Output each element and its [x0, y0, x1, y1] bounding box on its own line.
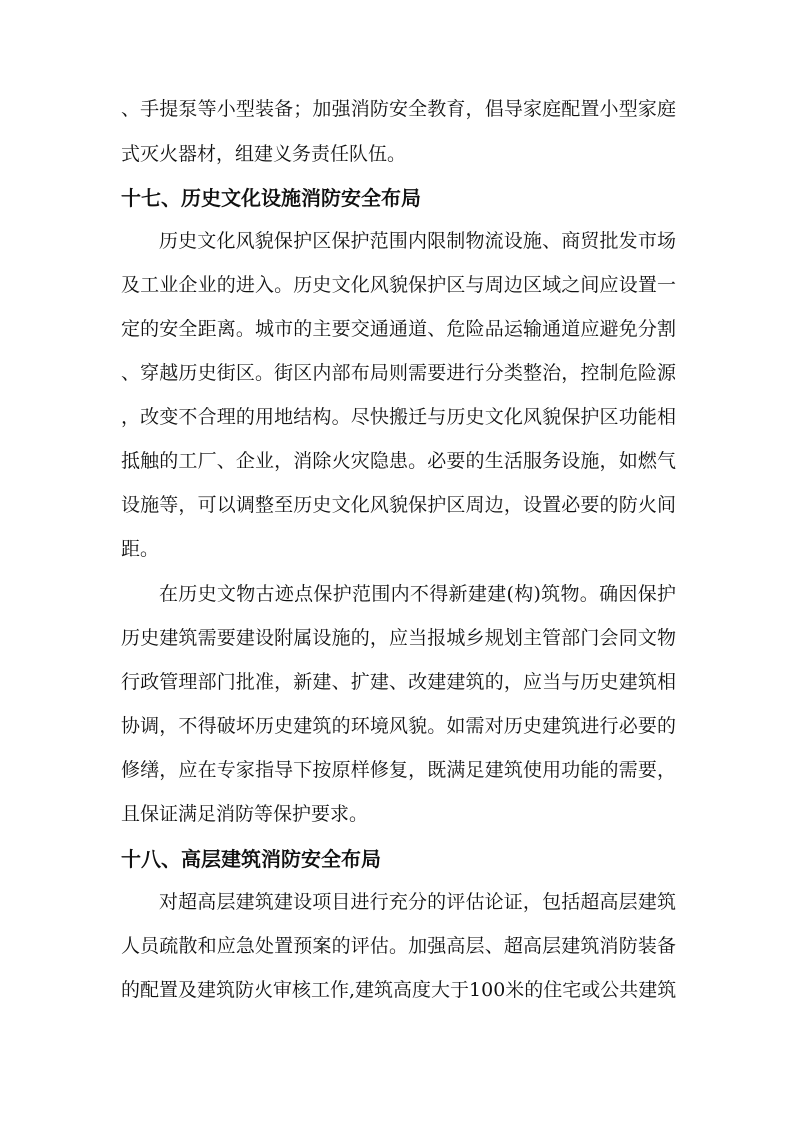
text-line: 协调，不得破坏历史建筑的环境风貌。如需对历史建筑进行必要的 — [121, 715, 676, 737]
text-line: 设施等，可以调整至历史文化风貌保护区周边，设置必要的防火间 — [121, 494, 676, 516]
text-line: 且保证满足消防等保护要求。 — [121, 803, 369, 825]
text-line: 在历史文物古迹点保护范围内不得新建建(构)筑物。确因保护 — [159, 583, 676, 605]
text-line: 历史文化风貌保护区保护范围内限制物流设施、商贸批发市场 — [159, 230, 676, 252]
text-line: 及工业企业的进入。历史文化风貌保护区与周边区域之间应设置一 — [121, 274, 676, 296]
text-line: 人员疏散和应急处置预案的评估。加强高层、超高层建筑消防装备 — [121, 935, 676, 957]
text-line: 修缮，应在专家指导下按原样修复，既满足建筑使用功能的需要， — [121, 759, 676, 781]
text-line: 对超高层建筑建设项目进行充分的评估论证，包括超高层建筑 — [159, 891, 676, 913]
text-line: 、穿越历史街区。街区内部布局则需要进行分类整治，控制危险源 — [121, 362, 676, 384]
text-line: 历史建筑需要建设附属设施的，应当报城乡规划主管部门会同文物 — [121, 627, 676, 649]
text-line: 抵触的工厂、企业，消除火灾隐患。必要的生活服务设施，如燃气 — [121, 450, 676, 472]
text-line: 定的安全距离。城市的主要交通通道、危险品运输通道应避免分割 — [121, 318, 676, 340]
section-18-heading: 十八、高层建筑消防安全布局 — [121, 848, 381, 870]
text-line: 行政管理部门批准，新建、扩建、改建建筑的，应当与历史建筑相 — [121, 671, 676, 693]
text-line: ，改变不合理的用地结构。尽快搬迁与历史文化风貌保护区功能相 — [121, 406, 676, 428]
section-17-heading: 十七、历史文化设施消防安全布局 — [121, 187, 421, 209]
text-line: 式灭火器材，组建义务责任队伍。 — [121, 143, 407, 165]
text-line: 的配置及建筑防火审核工作,建筑高度大于100米的住宅或公共建筑 — [121, 979, 676, 1001]
text-line: 距。 — [121, 538, 160, 560]
text-line: 、手提泵等小型装备；加强消防安全教育，倡导家庭配置小型家庭 — [121, 98, 676, 120]
